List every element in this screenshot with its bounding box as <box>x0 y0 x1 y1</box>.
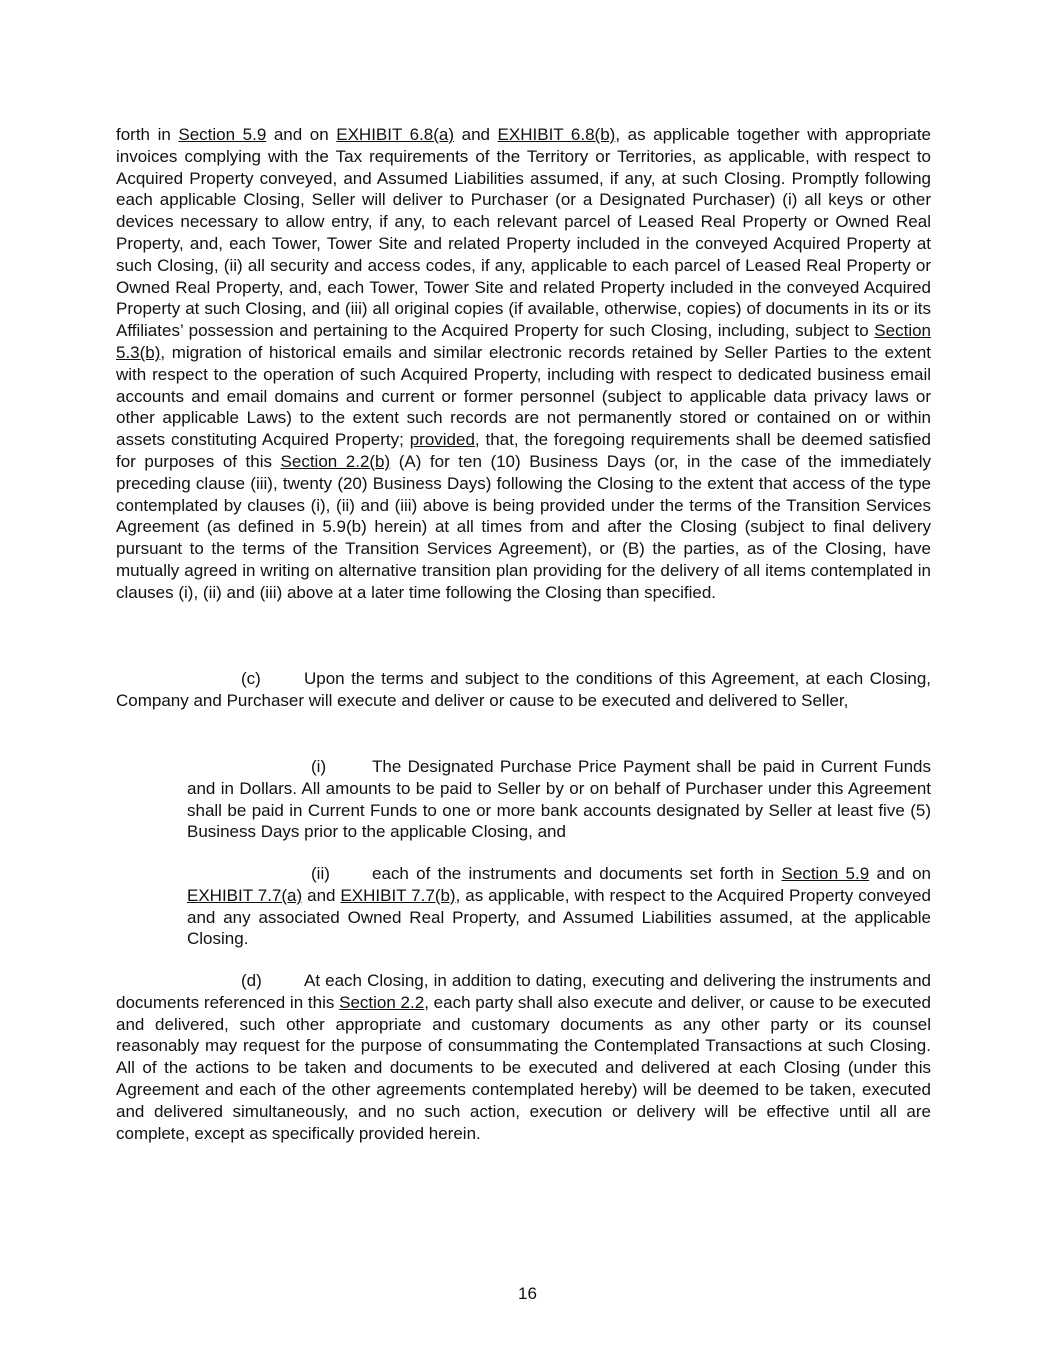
clause-marker-c: (c) <box>241 669 261 688</box>
paragraph-ii <box>187 863 931 950</box>
section-reference: Section 2.2(b) <box>280 451 391 471</box>
paragraph-d <box>116 970 931 1144</box>
text-run: and <box>302 885 341 905</box>
exhibit-reference: EXHIBIT 6.8(b) <box>497 125 616 144</box>
section-reference: Section 5.3(b) <box>116 321 931 362</box>
text-run: forth in <box>116 125 179 144</box>
text-run: , each party shall also execute and deliver, or cause to be executed and delivered, such other appropriate and customary documents as any other party or its counsel reasonably may request for the purpose of consummating the Contemplated Transactions at such Closing. All of the actions to be taken and documents to be executed and delivered at each Closing (under this Agreement and each of the other agreements contemplated hereby) will be deemed to be taken, executed and delivered simultaneously, and no such action, execution or delivery will be effective until all are complete, except as specifically provided herein. <box>116 992 932 1143</box>
text-run: and <box>454 125 498 144</box>
text-run: and on <box>266 125 337 144</box>
section-reference: Section 5.9 <box>178 125 267 144</box>
section-reference: Section 2.2 <box>339 992 425 1012</box>
exhibit-reference: EXHIBIT 7.7(b) <box>340 885 456 905</box>
clause-text: The Designated Purchase Price Payment shall be paid in Current Funds and in Dollars. All amounts to be paid to Seller by or on behalf of Purchaser under this Agreement shall be paid in Current Funds to one or more bank accounts designated by Seller at least five (5) Business Days prior to the applicable Closing, and <box>187 757 931 842</box>
text-run: and on <box>869 864 931 883</box>
clause-marker-ii: (ii) <box>311 864 330 883</box>
paragraph-c <box>116 668 931 712</box>
paragraph-i <box>187 756 931 843</box>
text-run: , migration of historical emails and similar electronic records retained by Seller Parties to the extent with respect to the operation of such Acquired Property, including with respect to dedicated business email accounts and email domains and current or former personnel (subject to applicable data privacy laws or other applicable Laws) to the extent such records are not permanently stored or contained on or within assets constituting Acquired Property; <box>116 342 931 450</box>
page-number: 16 <box>518 1284 537 1303</box>
text-run: (A) for ten (10) Business Days (or, in the case of the immediately preceding clause (iii), twenty (20) Business Days) following the Closing to the extent that access of the type contemplated by clauses (i), (ii) and (iii) above is being provided under the terms of the Transition Services Agreement (as defined in 5.9(b) herein) at all times from and after the Closing (subject to final delivery pursuant to the terms of the Transition Services Agreement), or (B) the parties, as of the Closing, have mutually agreed in writing on alternative transition plan providing for the delivery of all items contemplated in clauses (i), (ii) and (iii) above at a later time following the Closing than specified. <box>116 451 931 602</box>
section-reference: Section 5.9 <box>781 864 870 883</box>
exhibit-reference: EXHIBIT 7.7(a) <box>187 885 303 905</box>
paragraph-continuation <box>116 124 931 604</box>
clause-text: Upon the terms and subject to the conditions of this Agreement, at each Closing, Company and Purchaser will execute and deliver or cause to be executed and delivered to Seller, <box>116 669 931 710</box>
clause-marker-i: (i) <box>311 757 327 776</box>
exhibit-reference: EXHIBIT 6.8(a) <box>336 125 455 144</box>
text-run: , that, the foregoing requirements shall be deemed satisfied for purposes of this <box>116 430 931 471</box>
provided-term: provided <box>409 430 475 450</box>
text-run: each of the instruments and documents set forth in <box>372 864 782 883</box>
text-run: At each Closing, in addition to dating, executing and delivering the instruments and documents referenced in this <box>116 971 931 1012</box>
text-run: , as applicable together with appropriate invoices complying with the Tax requirements of the Territory or Territories, as applicable, with respect to Acquired Property conveyed, and Assumed Liabilities assumed, if any, at such Closing. Promptly following each applicable Closing, Seller will deliver to Purchaser (or a Designated Purchaser) (i) all keys or other devices necessary to allow entry, if any, to each relevant parcel of Leased Real Property or Owned Real Property, and, each Tower, Tower Site and related Property included in the conveyed Acquired Property at such Closing, (ii) all security and access codes, if any, applicable to each parcel of Leased Real Property or Owned Real Property, and, each Tower, Tower Site and related Property included in the conveyed Acquired Property at such Closing, and (iii) all original copies (if available, otherwise, copies) of documents in its or its Affiliates’ possession and pertaining to the Acquired Property for such Closing, including, subject to <box>116 125 932 341</box>
text-run: , as applicable, with respect to the Acquired Property conveyed and any associated Owned Real Property, and Assumed Liabilities assumed, at the applicable Closing. <box>187 885 931 949</box>
clause-marker-d: (d) <box>241 971 262 990</box>
